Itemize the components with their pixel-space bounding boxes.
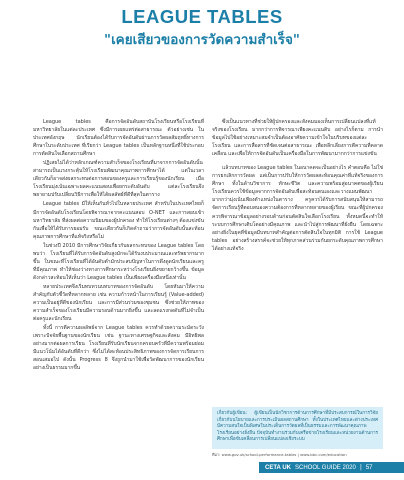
right-column: [212, 118, 383, 253]
article-title: LEAGUE TABLES: [121, 6, 283, 27]
right-paragraph-2: แล้วบทบาทของ League tables ในอนาคตจะเป็นอย่างไร คำตอบคือ ไม่ใช่การยกเลิกการวัดผล แต่เป็นการปรับให้การวัดผลสะท้อนคุณค่าที่แท้จริงของการศึกษา ทั้งในด้านวิชาการ ทักษะชีวิต และความพร้อมสู่อนาคตของผู้เรียน โรงเรียนควรใช้ข้อมูลจากการจัดอันดับเพื่อสะท้อนตนเองและวางแผนพัฒนา มากกว่ามุ่งเน้นเพียงตำแหน่งในตาราง ครูควรได้รับการสนับสนุนให้สามารถจัดการเรียนรู้ที่ตอบสนองความต้องการที่หลากหลายของผู้เรียน ขณะที่ผู้ปกครองควรพิจารณาข้อมูลอย่างรอบด้านก่อนตัดสินใจเลือกโรงเรียน ทั้งหมดนี้จะทำให้ระบบการศึกษาเติบโตอย่างมีคุณภาพ และนำไปสู่การพัฒนาที่ยั่งยืน โดยเฉพาะอย่างยิ่งในยุคที่ข้อมูลมีบทบาทสำคัญต่อการตัดสินใจในทุกมิติ การใช้ League tables อย่างสร้างสรรค์จะช่วยให้ทุกภาคส่วนร่วมกันยกระดับคุณภาพการศึกษาได้อย่างแท้จริง: [212, 165, 383, 252]
footer-issue-name: SCHOOL GUIDE 2020: [295, 464, 356, 471]
footer-bar: [259, 462, 404, 473]
right-paragraph-1: ซึ่งเป็นแนวทางที่ช่วยให้ผู้ปกครองและสังคมมองเห็นการเปลี่ยนแปลงที่แท้จริงของโรงเรียน มากกว่าการพิจารณาเพียงคะแนนดิบ อย่างไรก็ตาม การนำข้อมูลไปใช้อย่างเหมาะสมจำเป็นต้องอาศัยความเข้าใจในบริบทของแต่ละโรงเรียน และการสื่อสารที่ชัดเจนต่อสาธารณะ เพื่อหลีกเลี่ยงการตีความที่คลาดเคลื่อน และเพื่อให้การจัดอันดับเป็นเครื่องมือในการพัฒนามากกว่าการแข่งขัน: [212, 119, 383, 158]
left-paragraph-5: หลายประเทศจึงเริ่มทบทวนบทบาทของการจัดอันดับ โดยหันมาให้ความสำคัญกับตัวชี้วัดที่หลากหลาย เช่น ความก้าวหน้าในการเรียนรู้ (Value-added) ความเป็นอยู่ที่ดีของนักเรียน และการมีส่วนร่วมของชุมชน ซึ่งช่วยให้ภาพของความสำเร็จของโรงเรียนมีความรอบด้านมากยิ่งขึ้น และลดแรงกดดันที่ไม่จำเป็นต่อครูและนักเรียน: [33, 283, 204, 323]
author-sidebar: [212, 407, 383, 449]
left-paragraph-2: ปฏิเสธไม่ได้ว่าหลักเกณฑ์ความสำเร็จของโรงเรียนที่มาจากการจัดอันดับนั้นสามารถเป็นแรงกระตุ้นให้โรงเรียนพัฒนาคุณภาพการศึกษาได้ แต่ในเวลาเดียวกันก็อาจส่งผลกระทบต่อการสอนของครูและการเรียนรู้ของนักเรียน เมื่อโรงเรียนมุ่งเน้นเฉพาะผลคะแนนสอบเพื่อยกระดับอันดับ แต่ละโรงเรียนจึงพยายามปรับเปลี่ยนวิธีการเพื่อให้ได้ผลลัพธ์ที่ดีที่สุดในตาราง: [33, 160, 204, 199]
left-paragraph-6: ทั้งนี้ การตีความผลลัพธ์จาก League tables ควรทำด้วยความระมัดระวัง เพราะปัจจัยพื้นฐานของนักเรียน เช่น ฐานะทางเศรษฐกิจและสังคม มีอิทธิพลอย่างมากต่อผลการเรียน โรงเรียนที่รับนักเรียนจากครอบครัวที่มีความพร้อมย่อมมีแนวโน้มได้อันดับที่ดีกว่า ซึ่งไม่ได้สะท้อนประสิทธิภาพของการจัดการเรียนการสอนเสมอไป ดังนั้น Progress 8 จึงถูกนำมาใช้เพื่อวัดพัฒนาการของนักเรียนอย่างเป็นธรรมมากขึ้น: [33, 325, 204, 372]
author-sidebar-text: เกี่ยวกับผู้เขียน: ผู้เขียนเป็นนักวิชาการด้านการศึกษาที่มีประสบการณ์ในการวิจัยเกี่ยวกับนโยบายและการประเมินผลสถานศึกษา ทั้งในประเทศไทยและต่างประเทศ มีความสนใจเป็นพิเศษในประเด็นการวัดผลที่เป็นธรรมและการพัฒนาคุณภาพโรงเรียนอย่างยั่งยืน ปัจจุบันทำงานร่วมกับเครือข่ายโรงเรียนและหน่วยงานด้านการศึกษาเพื่อขับเคลื่อนการเปลี่ยนแปลงเชิงระบบ: [217, 411, 378, 443]
source-url-line: ที่มา: www.gov.uk/school-performance-tables | www.bbc.com/education: [212, 452, 347, 457]
left-column: [33, 118, 204, 372]
article-subtitle: "เคยเสียวของการวัดความสำเร็จ": [104, 32, 300, 48]
left-paragraph-1: League tables คือการจัดอันดับสถาบันโรงเรียนหรือโรงเรียนที่มหาวิทยาลัยในแต่ละประเทศ ซึ่งมีการเผยแพร่ต่อสาธารณะ ตัวอย่างเช่น ในประเทศอังกฤษ นักเรียนต้องได้รับการจัดอันดับผ่านการวัดผลสัมฤทธิ์ทางการศึกษาในระดับประเทศ ที่เรียกว่า League tables เป็นหลักฐานหนึ่งที่ใช้ประกอบการตัดสินใจเลือกสถานศึกษา: [33, 119, 204, 158]
footer-magazine-name: CETA UK: [265, 464, 291, 471]
footer-separator: |: [359, 464, 362, 471]
left-paragraph-4: ในช่วงปี 2010 มีการศึกษาวิจัยเกี่ยวกับผลกระทบของ League tables โดยพบว่า โรงเรียนที่ได้รับการจัดอันดับสูงมักจะได้รับงบประมาณและทรัพยากรมากขึ้น ในขณะที่โรงเรียนที่ได้อันดับต่ำมักประสบปัญหาในการดึงดูดนักเรียนและครูที่มีคุณภาพ ทำให้ช่องว่างทางการศึกษาระหว่างโรงเรียนยิ่งขยายกว้างขึ้น ข้อมูลดังกล่าวสะท้อนให้เห็นว่า League tables เป็นเพียงเครื่องมือหนึ่งเท่านั้น: [33, 242, 204, 281]
page-number: 57: [365, 464, 373, 471]
left-paragraph-3: League tables มีให้เห็นกันทั่วไปในหลายประเทศ สำหรับในประเทศไทยก็มีการจัดอันดับโรงเรียนโดยพิจารณาจากคะแนนสอบ O-NET และการสอบเข้ามหาวิทยาลัย ที่ส่งผลต่อความนิยมของผู้ปกครอง ทำให้โรงเรียนต่างๆ ต้องแข่งขันกันเพื่อให้ได้รับการยอมรับ ขณะเดียวกันก็เกิดคำถามว่าการจัดอันดับนั้นสะท้อนคุณภาพการศึกษาที่แท้จริงหรือไม่: [33, 201, 204, 240]
